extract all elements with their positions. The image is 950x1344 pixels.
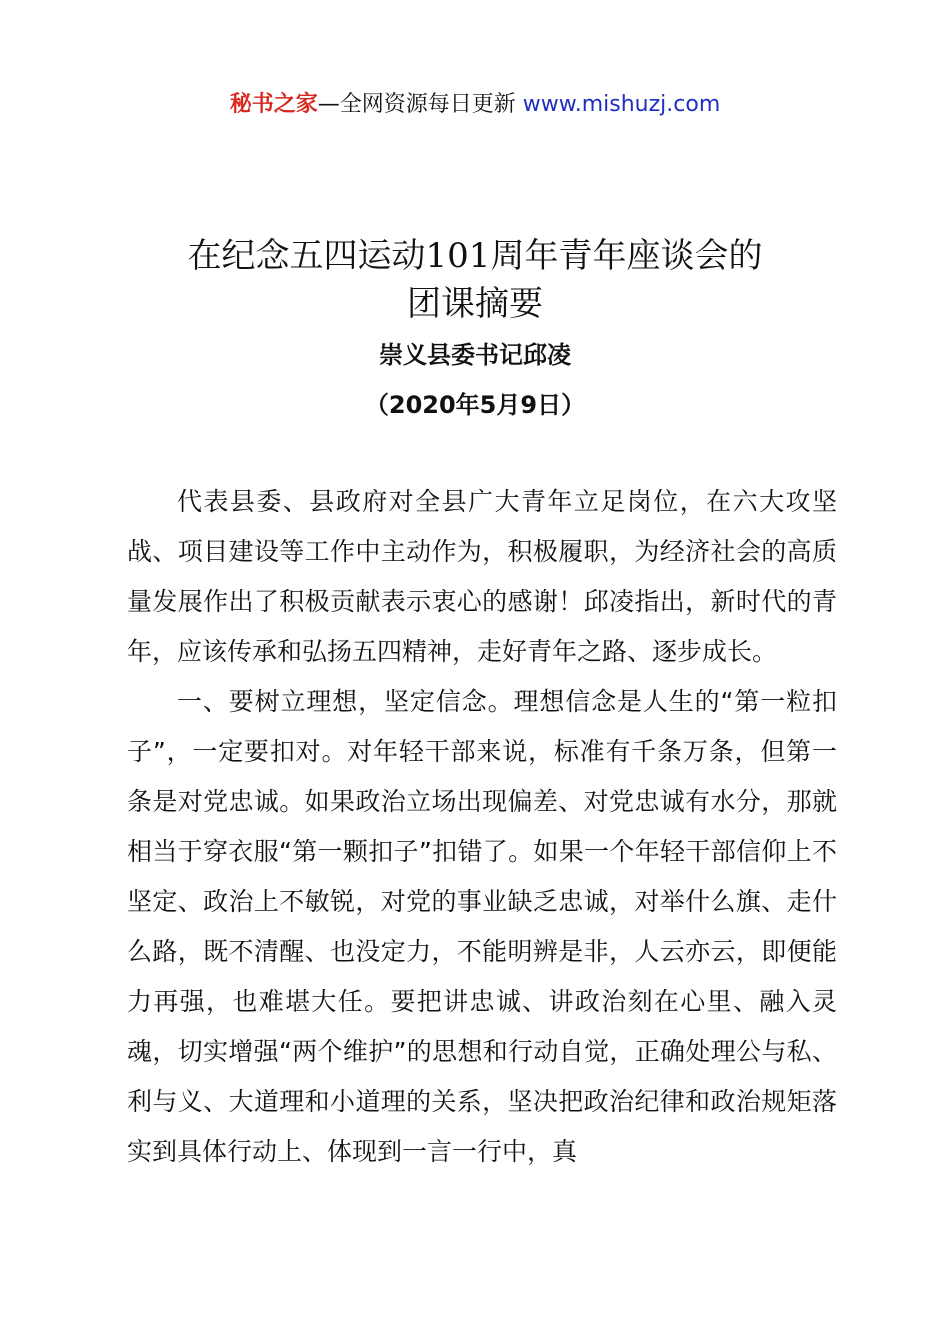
brand-name: 秘书之家 [229,92,318,117]
header-slogan: —全网资源每日更新 [317,92,516,117]
title-line-1: 在纪念五四运动101周年青年座谈会的 [187,236,763,276]
document-date: （2020年5月9日） [364,391,586,419]
body-paragraph: 代表县委、县政府对全县广大青年立足岗位，在六大攻坚战、项目建设等工作中主动作为，积极履职，为经济社会的高质量发展作出了积极贡献表示衷心的感谢！邱凌指出，新时代的青年，应该传承和弘扬五四精神，走好青年之路、逐步成长。 [127,487,837,666]
site-url-link[interactable]: www.mishuzj.com [522,92,721,117]
site-header [0,88,950,122]
author-byline: 崇义县委书记邱凌 [379,341,571,369]
body-paragraph: 一、要树立理想，坚定信念。理想信念是人生的“第一粒扣子”，一定要扣对。对年轻干部来说，标准有千条万条，但第一条是对党忠诚。如果政治立场出现偏差、对党忠诚有水分，那就相当于穿衣服“第一颗扣子”扣错了。如果一个年轻干部信仰上不坚定、政治上不敏锐，对党的事业缺乏忠诚，对举什么旗、走什么路，既不清醒、也没定力，不能明辨是非，人云亦云，即便能力再强，也难堪大任。要把讲忠诚、讲政治刻在心里、融入灵魂，切实增强“两个维护”的思想和行动自觉，正确处理公与私、利与义、大道理和小道理的关系，坚决把政治纪律和政治规矩落实到具体行动上、体现到一言一行中，真 [127,687,837,1166]
document-body [127,477,837,1177]
document-title [0,232,950,328]
title-line-2: 团课摘要 [407,284,543,324]
